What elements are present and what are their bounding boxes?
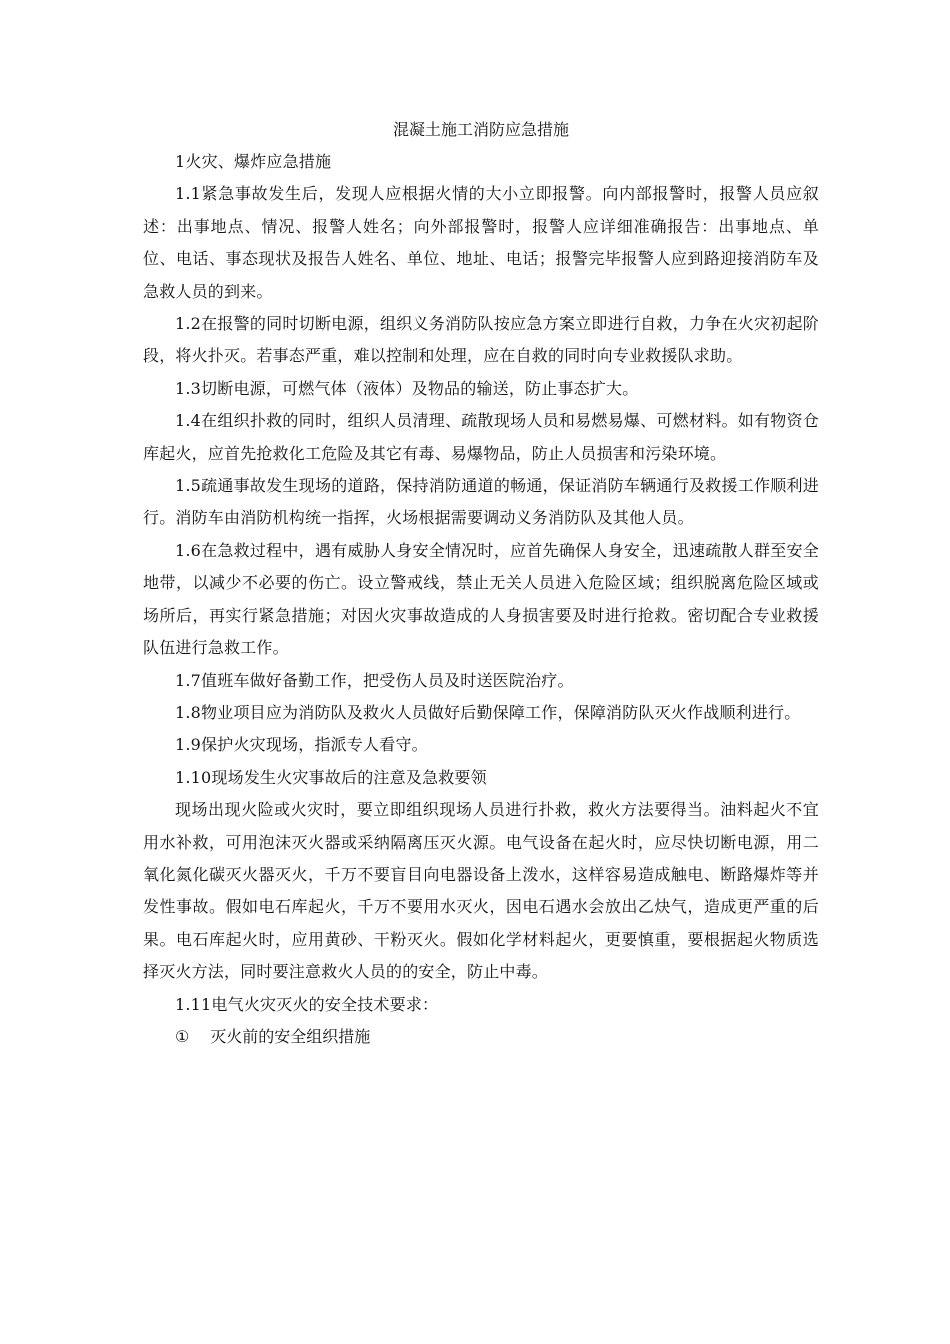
paragraph-1-4: 1.4在组织扑救的同时，组织人员清理、疏散现场人员和易燃易爆、可燃材料。如有物资仓库起火，应首先抢救化工危险及其它有毒、易爆物品，防止人员损害和污染环境。 [143, 411, 819, 463]
paragraph-1-9: 1.9保护火灾现场，指派专人看守。 [175, 735, 428, 755]
paragraph-1-2: 1.2在报警的同时切断电源，组织义务消防队按应急方案立即进行自救，力争在火灾初起阶段，将火扑灭。若事态严重，难以控制和处理，应在自救的同时向专业救援队求助。 [143, 314, 819, 366]
paragraph-1-10: 1.10现场发生火灾事故后的注意及急救要领 [175, 767, 487, 787]
list-item-text: 灭火前的安全组织措施 [210, 1026, 371, 1046]
paragraph-1-3: 1.3切断电源，可燃气体（液体）及物品的输送，防止事态扩大。 [175, 378, 639, 398]
list-item [143, 1021, 819, 1053]
paragraph-fire-response: 现场出现火险或火灾时，要立即组织现场人员进行扑救，救火方法要得当。油料起火不宜用水补救，可用泡沫灭火器或采纳隔离压灭火源。电气设备在起火时，应尽快切断电源，用二氧化氮化碳灭火器灭火，千万不要盲目向电器设备上泼水，这样容易造成触电、断路爆炸等并发性事故。假如电石库起火，千万不要用水灭火，因电石遇水会放出乙炔气，造成更严重的后果。电石库起火时，应用黄砂、干粉灭火。假如化学材料起火，更要慎重，要根据起火物质选择灭火方法，同时要注意救火人员的的安全，防止中毒。 [143, 800, 819, 982]
paragraph-1-6: 1.6在急救过程中，遇有威胁人身安全情况时，应首先确保人身安全，迅速疏散人群至安全地带，以减少不必要的伤亡。设立警戒线，禁止无关人员进入危险区域；组织脱离危险区域或场所后，再实行紧急措施；对因火灾事故造成的人身损害要及时进行抢救。密切配合专业救援队伍进行急救工作。 [143, 540, 819, 658]
document-title: 混凝土施工消防应急措施 [392, 120, 569, 139]
paragraph-1-8: 1.8物业项目应为消防队及救火人员做好后勤保障工作，保障消防队灭火作战顺利进行。 [175, 702, 801, 722]
document-body [143, 114, 819, 1053]
paragraph-1-11: 1.11电气火灾灭火的安全技术要求： [175, 994, 439, 1014]
paragraph-1-5: 1.5疏通事故发生现场的道路，保持消防通道的畅通，保证消防车辆通行及救援工作顺利进行。消防车由消防机构统一指挥，火场根据需要调动义务消防队及其他人员。 [143, 476, 819, 528]
paragraph-1-1: 1.1紧急事故发生后，发现人应根据火情的大小立即报警。向内部报警时，报警人员应叙述：出事地点、情况、报警人姓名；向外部报警时，报警人应详细准确报告：出事地点、单位、电话、事态现状及报告人姓名、单位、地址、电话；报警完毕报警人应到路迎接消防车及急救人员的到来。 [143, 184, 819, 301]
section-heading: 1火灾、爆炸应急措施 [175, 152, 332, 171]
paragraph-1-7: 1.7值班车做好备勤工作，把受伤人员及时送医院治疗。 [175, 670, 574, 690]
list-marker: ① [175, 1026, 190, 1046]
